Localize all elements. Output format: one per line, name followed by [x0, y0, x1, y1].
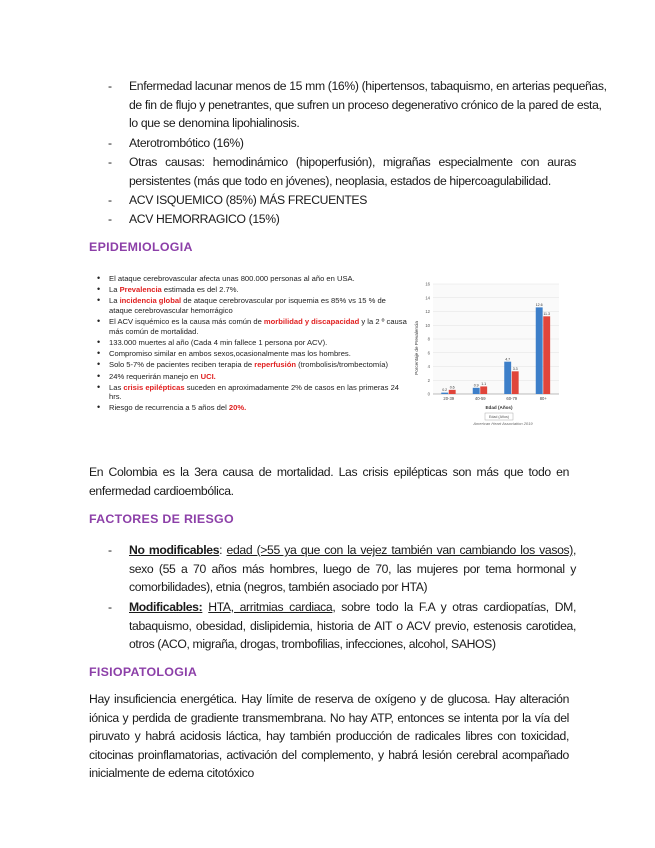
colon: : [219, 543, 227, 557]
chart-y-tick-label: 14 [425, 295, 430, 301]
chart-x-tick-label: 20-39 [443, 396, 455, 401]
bullet-line: ACV ISQUEMICO (85%) MÁS FRECUENTES [129, 193, 367, 207]
heading-epidemiologia: EPIDEMIOLOGIA [89, 240, 193, 254]
chart-bar-mujeres [449, 390, 456, 394]
figure-bullet: • Compromiso similar en ambos sexos,ocasionalmente mas los hombres. [95, 349, 410, 359]
chart-x-axis-label: Edad (Años) [485, 405, 513, 410]
bullet-line: Enfermedad lacunar menos de 15 mm (16%) (hipertensos, tabaquismo, en arterias pequeñas, [129, 79, 607, 93]
chart-bar-mujeres [480, 386, 487, 394]
figure-bullet: • Las crisis epilépticas suceden en aproximadamente 2% de casos en las primeras 24 hrs. [95, 383, 410, 402]
figure-bullet: • La incidencia global de ataque cerebrovascular por isquemia es 85% vs 15 % de ataque cerebrovascular hemorrágico [95, 296, 410, 315]
chart-bar-hombres [441, 393, 448, 394]
bullet-dash: - [108, 193, 112, 207]
paragraph-fisiopatologia: Hay insuficiencia energética. Hay límite de reserva de oxígeno y de glucosa. Hay alteración iónica y perdida de gradiente transmembrana. No hay ATP, entonces se intenta por la vía del piruvato y habrá acidosis láctica, hay también producción de radicales libres con toxicidad, citocinas proinflamatorias, activación del complemento, y habrá lesión cerebral acompañado inicialmente de edema citotóxico [89, 692, 569, 781]
chart-data-label: 1.1 [481, 382, 487, 387]
chart-data-label: 11.3 [543, 311, 551, 316]
bullet-dash: - [108, 136, 112, 150]
bullet-line: Aterotrombótico (16%) [129, 136, 244, 150]
chart-y-tick-label: 16 [425, 281, 430, 287]
no-modificables-rest: , sexo (55 a 70 años más hombres, luego de 70, las mujeres por tema hormonal y comorbilidades), etnia (negros, también asociado por HTA) [129, 543, 576, 595]
chart-x-tick-label: 60-79 [506, 396, 518, 401]
chart-bar-hombres [536, 307, 543, 394]
chart-source: American Heart Association 2019 [473, 421, 533, 426]
bullet-dash: - [108, 543, 112, 557]
no-modificables-underlined: edad (>55 ya que con la vejez también van cambiando los vasos) [226, 543, 573, 557]
bullet-dash: - [108, 155, 112, 169]
epidemiology-figure [89, 270, 567, 452]
chart-y-tick-label: 0 [427, 391, 430, 397]
modificables-underlined: HTA, arritmias cardiaca [208, 600, 333, 614]
figure-bullet: • El ataque cerebrovascular afecta unas 800.000 personas al año en USA. [95, 274, 410, 284]
bullet-line: persistentes (más que todo en jóvenes), neoplasia, estados de hipercoagulabilidad. [129, 173, 551, 188]
bullet-line: ACV HEMORRAGICO (15%) [129, 212, 280, 226]
chart-bar-hombres [504, 362, 511, 394]
bullet-dash: - [108, 600, 112, 614]
modificables-label: Modificables: [129, 600, 203, 614]
bullet-line: lo que se denomina lipohialinosis. [129, 116, 300, 131]
chart-x-tick-label: 80+ [539, 396, 547, 401]
figure-bullet-list [95, 274, 410, 415]
heading-fisiopatologia: FISIOPATOLOGIA [89, 665, 198, 679]
chart-data-label: 0.9 [473, 383, 479, 388]
figure-bullet: • El ACV isquémico es la causa más común de morbilidad y discapacidad y la 2 º causa más común de mortalidad. [95, 317, 410, 336]
chart-y-tick-label: 10 [425, 322, 430, 328]
chart-bar-mujeres [512, 371, 519, 394]
bullet-dash: - [108, 79, 112, 93]
chart-legend: Edad (Años) [489, 415, 509, 419]
chart-y-tick-label: 6 [427, 350, 430, 356]
figure-bullet: • La Prevalencia estimada es del 2.7%. [95, 285, 410, 295]
chart-data-label: 3.3 [512, 366, 518, 371]
chart-data-label: 0.6 [449, 385, 455, 390]
chart-x-tick-label: 40-59 [474, 396, 486, 401]
chart-y-axis-label: Porcentaje de Prevalencia [414, 321, 419, 375]
paragraph-colombia: En Colombia es la 3era causa de mortalidad. Las crisis epilépticas son más que todo en enfermedad cardioembólica. [89, 465, 569, 498]
bullet-line: Otras causas: hemodinámico (hipoperfusión), migrañas especialmente con auras [129, 155, 576, 169]
figure-bullet: • Solo 5-7% de pacientes reciben terapia de reperfusión (trombolisis/trombectomía) [95, 360, 410, 370]
bullet-dash: - [108, 212, 112, 226]
heading-factores-riesgo: FACTORES DE RIESGO [89, 512, 234, 526]
chart-y-tick-label: 4 [427, 364, 430, 369]
figure-bullet: • 24% requerirán manejo en UCI. [95, 372, 410, 382]
figure-bullet: • Riesgo de recurrencia a 5 años del 20%. [95, 403, 410, 413]
figure-bullet: • 133.000 muertes al año (Cada 4 min fallece 1 persona por ACV). [95, 338, 410, 348]
chart-y-tick-label: 2 [427, 377, 430, 383]
chart-data-label: 12.6 [535, 302, 543, 307]
chart-y-tick-label: 12 [425, 309, 430, 314]
modificables-rest: , sobre todo la F.A y otras cardiopatías, DM, tabaquismo, obesidad, dislipidemia, historia de AIT o ACV previo, estenosis carotidea, otros (ACO, migraña, drogas, trombofilias, infecciones, alcohol, SAHOS) [129, 600, 576, 652]
chart-bar-mujeres [543, 316, 550, 394]
chart-data-label: 0.2 [442, 388, 448, 393]
chart-y-tick-label: 8 [427, 336, 430, 342]
chart-data-label: 4.7 [505, 357, 511, 362]
chart-bar-hombres [473, 388, 480, 394]
bullet-line: de fin de flujo y penetrantes, que sufren un proceso degenerativo crónico de la pared de esta, [129, 97, 602, 112]
prevalence-bar-chart [411, 276, 563, 448]
no-modificables-label: No modificables [129, 543, 220, 557]
